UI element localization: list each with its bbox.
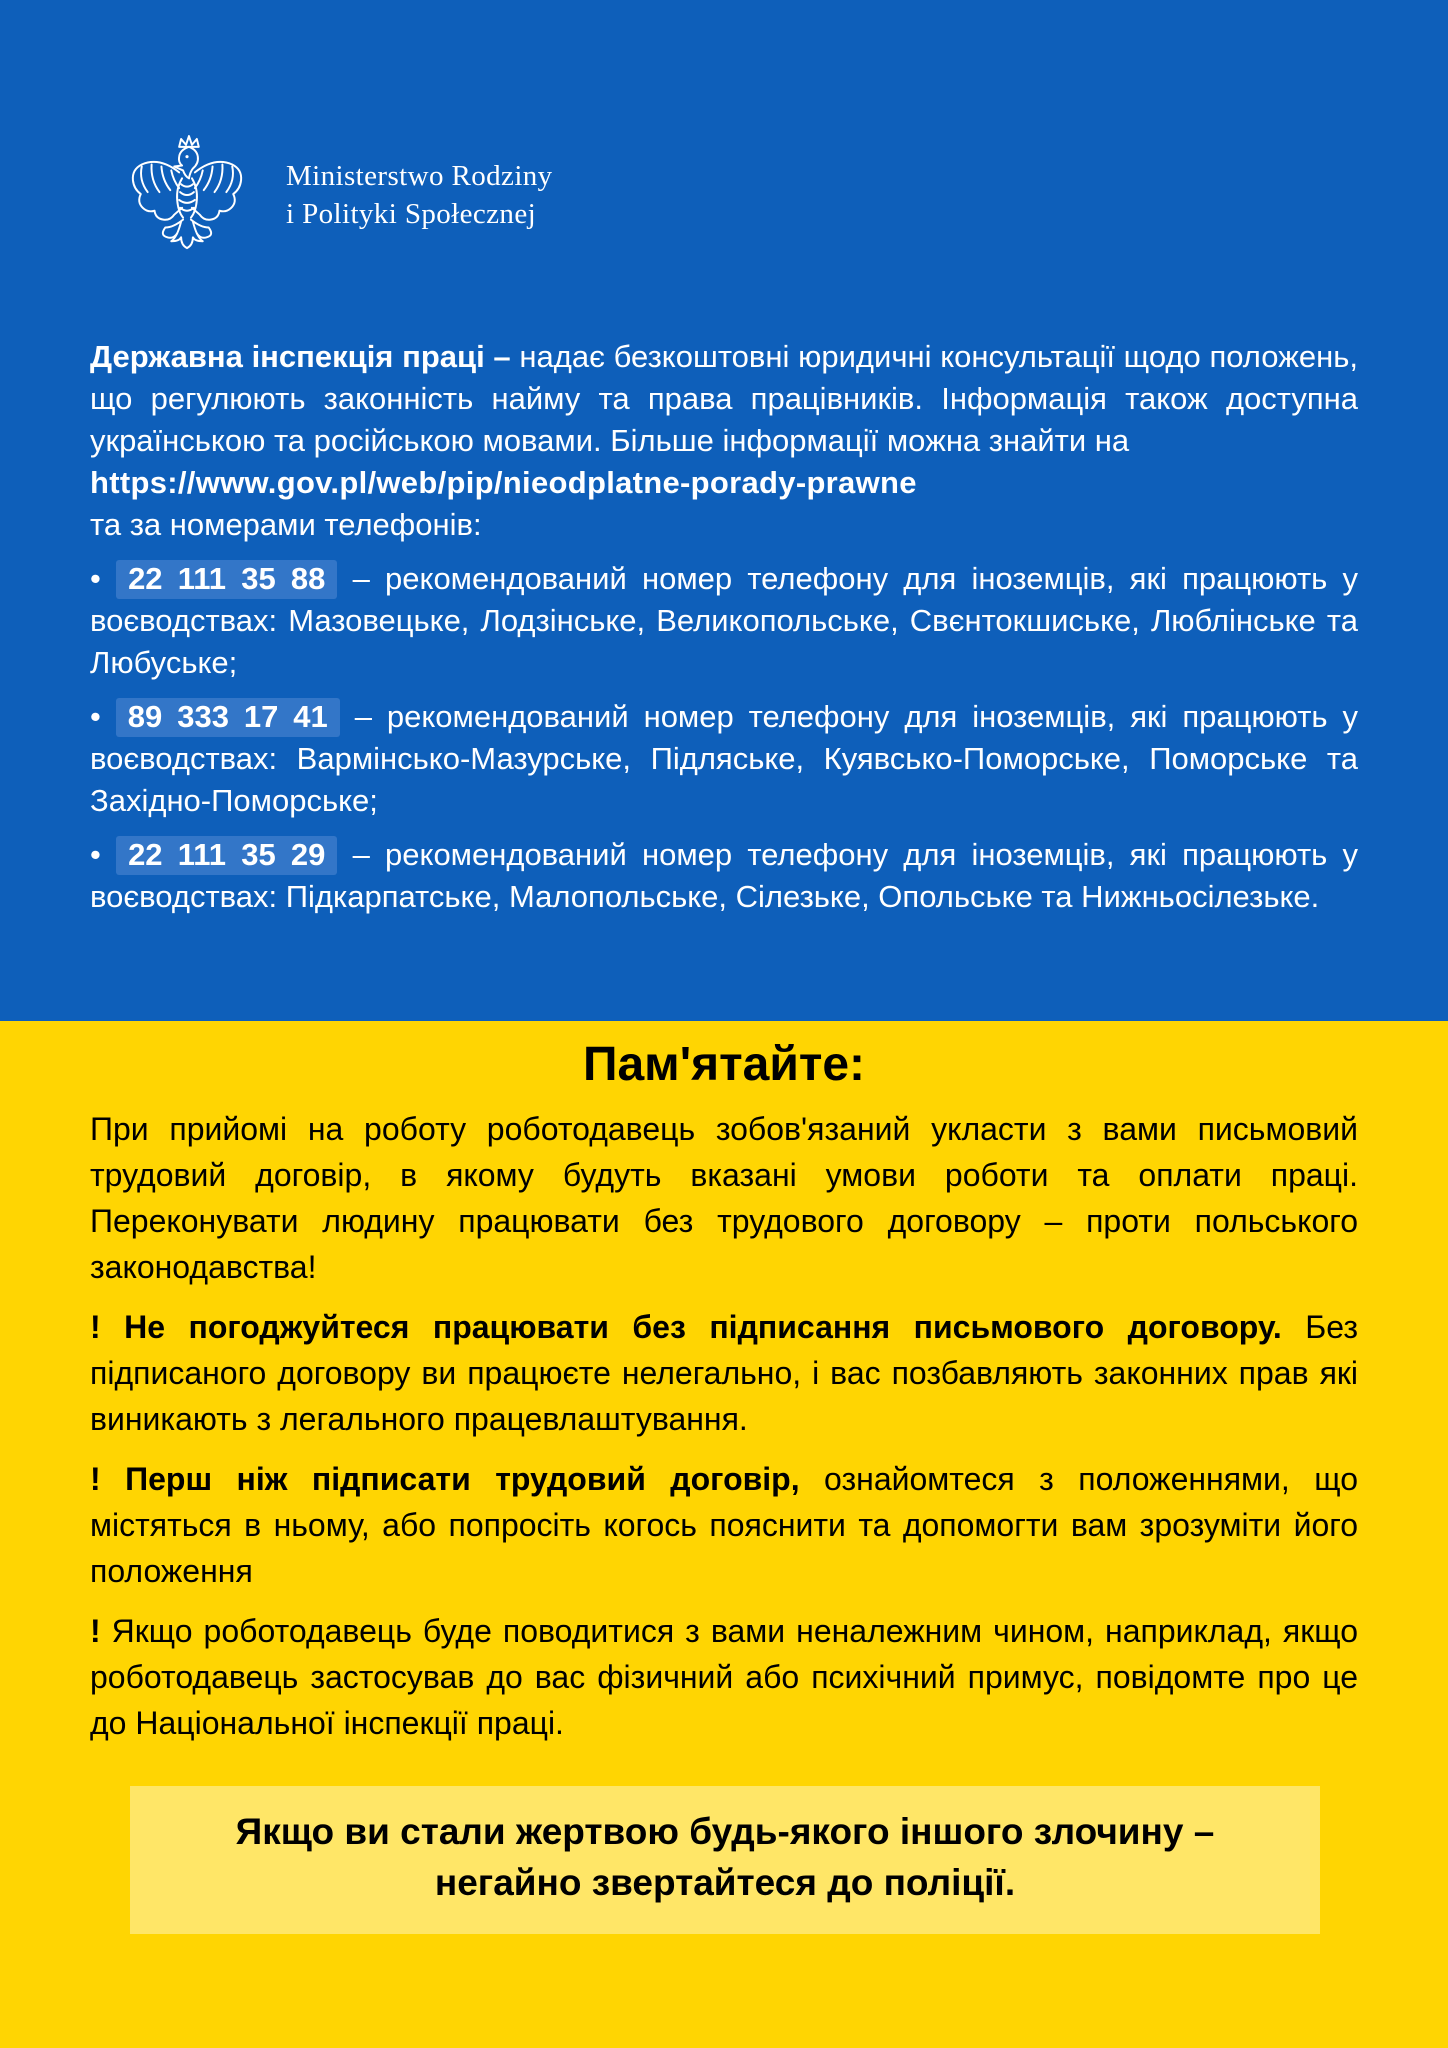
- hotline-item-1: [90, 558, 1358, 684]
- bullet-dot: •: [90, 699, 101, 734]
- intro-paragraph: [90, 336, 1358, 462]
- police-callout-text: Якщо ви стали жертвою будь-якого іншого злочину – негайно звертайтеся до поліції.: [235, 1811, 1215, 1903]
- dash-separator: –: [352, 561, 370, 596]
- hotline-description-1: рекомендований номер телефону для іноземців, які працюють у воєводствах: Мазовецьке, Лодзінське, Великопольське, Свєнтокшиське, Люблінське та Любуське;: [90, 561, 1358, 680]
- reminder-paragraph-4: [90, 1608, 1358, 1746]
- ministry-name-line2: i Polityki Społecznej: [286, 198, 537, 230]
- ministry-header: [128, 0, 1358, 260]
- intro-body-text: надає безкоштовні юридичні консультації щодо положень, що регулюють законність найму та права працівників. Інформація також доступна українською та російською мовами. Більше інформації можна знайти на: [90, 339, 1358, 458]
- reminder-paragraph-3-bold: ! Перш ніж підписати трудовий договір,: [90, 1461, 800, 1497]
- intro-lead-bold: Державна інспекція праці –: [90, 339, 511, 374]
- reminder-paragraph-3: [90, 1456, 1358, 1594]
- reminder-paragraph-4-bold: !: [90, 1613, 101, 1649]
- hotline-description-2: рекомендований номер телефону для іноземців, які працюють у воєводствах: Вармінсько-Мазурське, Підляське, Куявсько-Поморське, Поморське та Західно-Поморське;: [90, 699, 1358, 818]
- phone-number-3: 22 111 35 29: [116, 836, 337, 875]
- reminder-paragraph-2-bold: ! Не погоджуйтеся працювати без підписання письмового договору.: [90, 1309, 1282, 1345]
- reminder-paragraph-4-text: Якщо роботодавець буде поводитися з вами неналежним чином, наприклад, якщо роботодавець застосував до вас фізичний або психічний примус, повідомте про це до Національної інспекції праці.: [90, 1613, 1359, 1741]
- bullet-dot: •: [90, 837, 101, 872]
- ministry-name: [286, 158, 553, 233]
- dash-separator: –: [352, 837, 370, 872]
- polish-eagle-icon: [128, 132, 246, 260]
- info-url-link[interactable]: https://www.gov.pl/web/pip/nieodplatne-porady-prawne: [90, 465, 917, 500]
- police-callout: [130, 1786, 1320, 1934]
- yellow-section: [0, 1021, 1448, 2048]
- hotline-description-3: рекомендований номер телефону для іноземців, які працюють у воєводствах: Підкарпатське, Малопольське, Сілезьке, Опольське та Нижньосілезьке.: [90, 837, 1358, 914]
- bullet-dot: •: [90, 561, 101, 596]
- reminder-paragraph-1: [90, 1106, 1358, 1290]
- blue-section: [0, 0, 1448, 1021]
- ministry-name-line1: Ministerstwo Rodziny: [286, 160, 553, 193]
- reminder-paragraph-1-text: При прийомі на роботу роботодавець зобов'язаний укласти з вами письмовий трудовий договір, в якому будуть вказані умови роботи та оплати праці. Переконувати людину працювати без трудового договору – проти польського законодавства!: [90, 1111, 1358, 1285]
- phone-number-2: 89 333 17 41: [116, 698, 340, 737]
- hotline-item-3: [90, 834, 1358, 918]
- dash-separator: –: [354, 699, 372, 734]
- hotline-item-2: [90, 696, 1358, 822]
- reminder-paragraph-2: [90, 1304, 1358, 1442]
- reminder-paragraph-2-text: Без підписаного договору ви працюєте нелегально, і вас позбавляють законних прав які виникають з легального працевлаштування.: [90, 1309, 1359, 1437]
- reminder-heading: Пам'ятайте:: [582, 1038, 866, 1091]
- reminder-paragraph-3-text: ознайомтеся з положеннями, що містяться в ньому, або попросіть когось пояснити та допомогти вам зрозуміти його положення: [90, 1461, 1358, 1589]
- phones-intro-text: та за номерами телефонів:: [90, 507, 482, 542]
- phone-number-1: 22 111 35 88: [116, 560, 337, 599]
